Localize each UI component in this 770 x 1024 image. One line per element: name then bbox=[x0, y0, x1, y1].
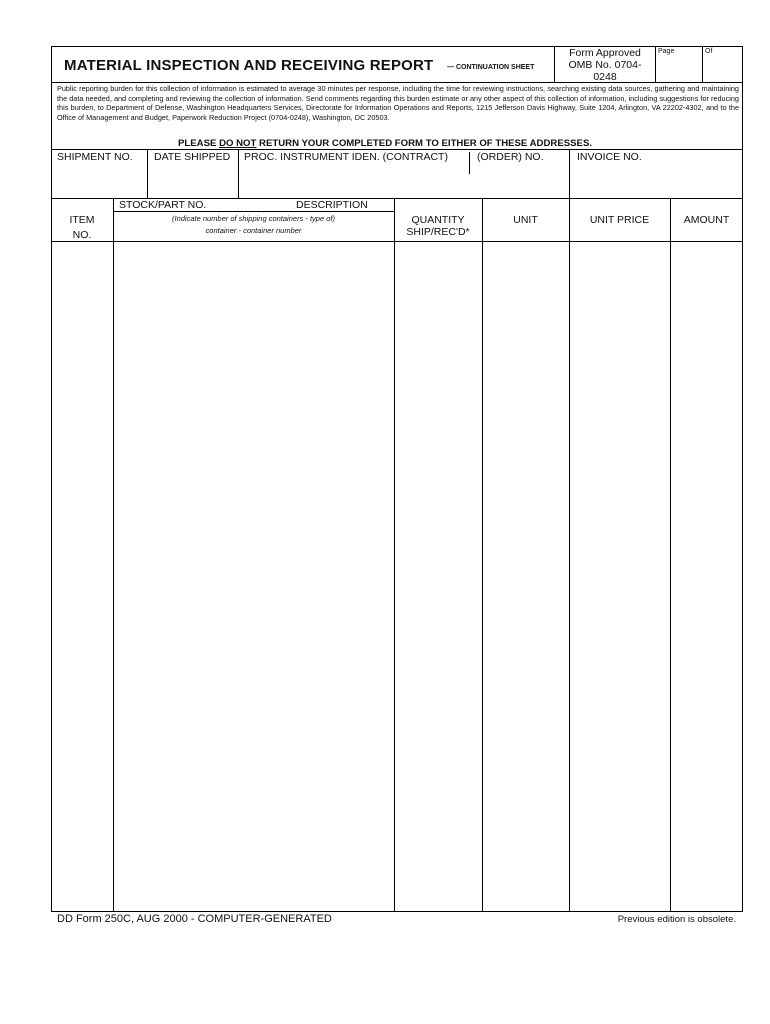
form-title: MATERIAL INSPECTION AND RECEIVING REPORT bbox=[64, 57, 434, 74]
burden-statement: Public reporting burden for this collection of information is estimated to average 30 minutes per response, including the time for reviewing instructions, searching existing data sources, gathering and maintaining the data needed, and completing and reviewing the collection of information. Send comments regarding this burden estimate or any other aspect of this collection of information, including suggestions for reducing this burden, to Department of Defense, Washington Headquarters Services, Directorate for Information Operations and Reports, 1215 Jefferson Davis Highway, Suite 1204, Arlington, VA 22202-4302, and to the Office of Management and Budget, Paperwork Reduction Project (0704-0248), Washington, DC 20503. bbox=[57, 84, 739, 122]
item-no-header: NO. bbox=[72, 229, 92, 241]
proc-instrument-label: PROC. INSTRUMENT IDEN. (CONTRACT) bbox=[244, 151, 448, 163]
form-id: DD Form 250C, AUG 2000 - COMPUTER-GENERATED bbox=[57, 913, 332, 925]
unit-price-header: UNIT PRICE bbox=[589, 214, 650, 226]
of-label: Of bbox=[705, 48, 713, 55]
ship-recd-header: SHIP/REC'D* bbox=[406, 226, 470, 238]
form-approved-label: Form Approved bbox=[569, 47, 641, 59]
unit-header: UNIT bbox=[513, 214, 538, 226]
divider bbox=[238, 149, 239, 198]
date-shipped-label: DATE SHIPPED bbox=[154, 151, 231, 163]
amount-header: AMOUNT bbox=[683, 214, 730, 226]
previous-edition-note: Previous edition is obsolete. bbox=[617, 914, 736, 925]
item-header: ITEM bbox=[69, 214, 95, 226]
divider bbox=[147, 149, 148, 198]
divider bbox=[655, 46, 656, 82]
invoice-no-label: INVOICE NO. bbox=[577, 151, 642, 163]
notice-emphasis: DO NOT bbox=[219, 138, 257, 149]
stock-part-header: STOCK/PART NO. bbox=[119, 199, 207, 211]
notice-post: RETURN YOUR COMPLETED FORM TO EITHER OF THESE ADDRESSES. bbox=[256, 138, 593, 149]
divider bbox=[554, 46, 555, 82]
description-header: DESCRIPTION bbox=[296, 199, 368, 211]
divider bbox=[702, 46, 703, 82]
omb-number-cont: 0248 bbox=[593, 71, 617, 83]
return-notice bbox=[178, 138, 592, 149]
page-label: Page bbox=[658, 48, 675, 55]
divider bbox=[569, 149, 570, 198]
divider bbox=[51, 82, 743, 83]
form-subtitle: — CONTINUATION SHEET bbox=[447, 64, 535, 71]
description-note-1: (Indicate number of shipping containers - type of) bbox=[171, 214, 335, 223]
description-note-2: container - container number bbox=[205, 226, 302, 235]
notice-pre: PLEASE bbox=[178, 138, 220, 149]
omb-number: OMB No. 0704- bbox=[568, 59, 642, 71]
divider bbox=[51, 149, 743, 150]
order-no-label: (ORDER) NO. bbox=[477, 151, 544, 163]
divider bbox=[113, 211, 394, 212]
divider bbox=[469, 152, 470, 174]
line-items-area[interactable] bbox=[52, 242, 742, 911]
quantity-header: QUANTITY bbox=[411, 214, 465, 226]
shipment-no-label: SHIPMENT NO. bbox=[57, 151, 133, 163]
